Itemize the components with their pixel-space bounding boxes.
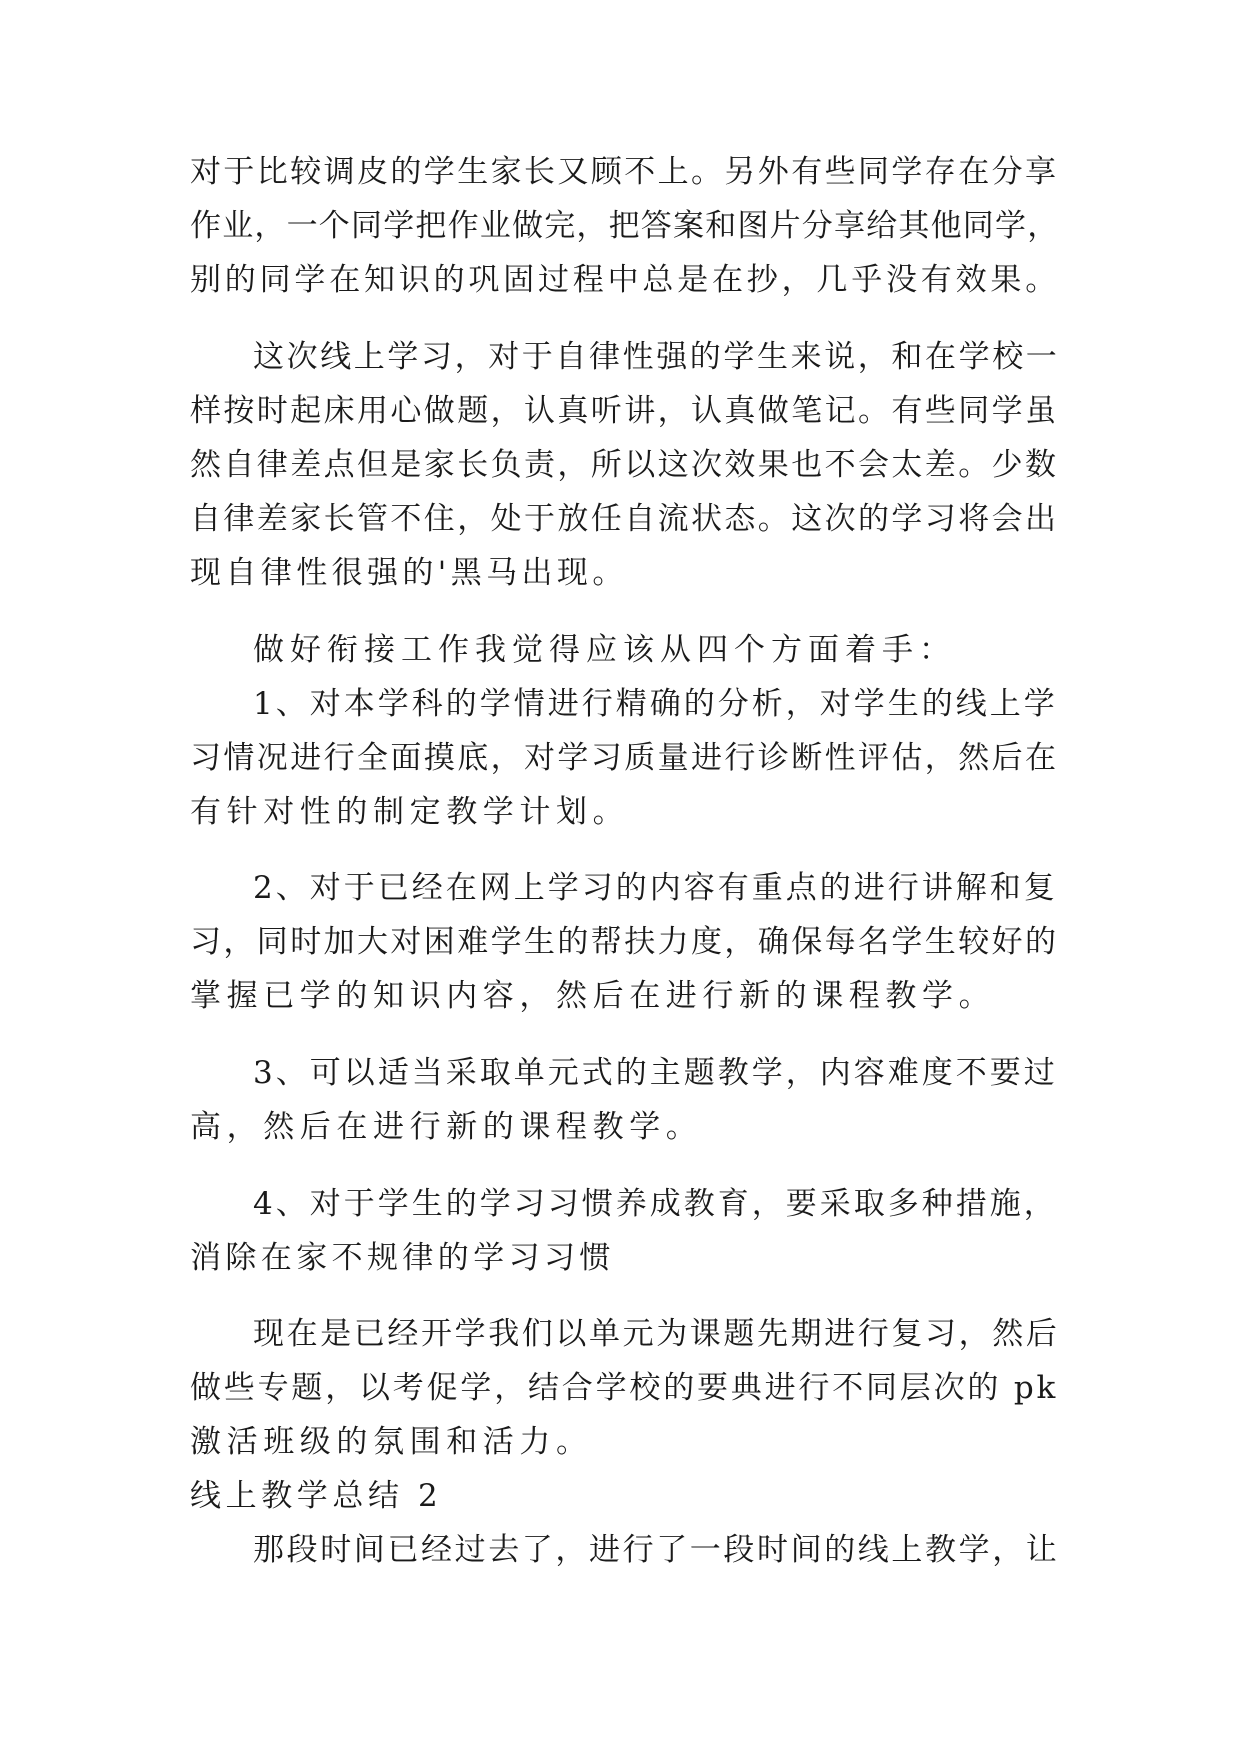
paragraph-line: 有针对性的制定教学计划。 xyxy=(190,794,630,830)
paragraph-line: 然自律差点但是家长负责，所以这次效果也不会太差。少数 xyxy=(190,447,1059,483)
paragraph-line: 那段时间已经过去了，进行了一段时间的线上教学，让 xyxy=(253,1532,1060,1568)
paragraph-line: 这次线上学习，对于自律性强的学生来说，和在学校一 xyxy=(253,339,1060,375)
paragraph-line: 做些专题，以考促学，结合学校的要典进行不同层次的 pk xyxy=(190,1370,1059,1406)
paragraph-line: 做好衔接工作我觉得应该从四个方面着手： xyxy=(253,632,956,668)
paragraph-line: 样按时起床用心做题，认真听讲，认真做笔记。有些同学虽 xyxy=(190,393,1059,429)
paragraph-line: 2、对于已经在网上学习的内容有重点的进行讲解和复 xyxy=(253,870,1058,906)
paragraph-line: 1、对本学科的学情进行精确的分析，对学生的线上学 xyxy=(253,686,1058,722)
paragraph-line: 4、对于学生的学习习惯养成教育，要采取多种措施， xyxy=(253,1186,1058,1222)
paragraph-line: 习情况进行全面摸底，对学习质量进行诊断性评估，然后在 xyxy=(190,740,1059,776)
paragraph-line: 现自律性很强的'黑马出现。 xyxy=(190,555,628,591)
paragraph-line: 消除在家不规律的学习习惯 xyxy=(190,1240,615,1276)
paragraph-line: 对于比较调皮的学生家长又顾不上。另外有些同学存在分享 xyxy=(190,154,1059,190)
paragraph-line: 自律差家长管不住，处于放任自流状态。这次的学习将会出 xyxy=(190,501,1059,537)
paragraph-line: 习，同时加大对困难学生的帮扶力度，确保每名学生较好的 xyxy=(190,924,1059,960)
paragraph-line: 作业，一个同学把作业做完，把答案和图片分享给其他同学， xyxy=(190,208,1060,244)
paragraph-line: 现在是已经开学我们以单元为课题先期进行复习，然后 xyxy=(253,1316,1060,1352)
paragraph-line: 高，然后在进行新的课程教学。 xyxy=(190,1109,703,1145)
section-heading: 线上教学总结 2 xyxy=(190,1478,443,1514)
paragraph-line: 掌握已学的知识内容，然后在进行新的课程教学。 xyxy=(190,978,996,1014)
paragraph-line: 激活班级的氛围和活力。 xyxy=(190,1424,593,1460)
paragraph-line: 别的同学在知识的巩固过程中总是在抄，几乎没有效果。 xyxy=(190,262,1060,298)
paragraph-line: 3、可以适当采取单元式的主题教学，内容难度不要过 xyxy=(253,1055,1058,1091)
